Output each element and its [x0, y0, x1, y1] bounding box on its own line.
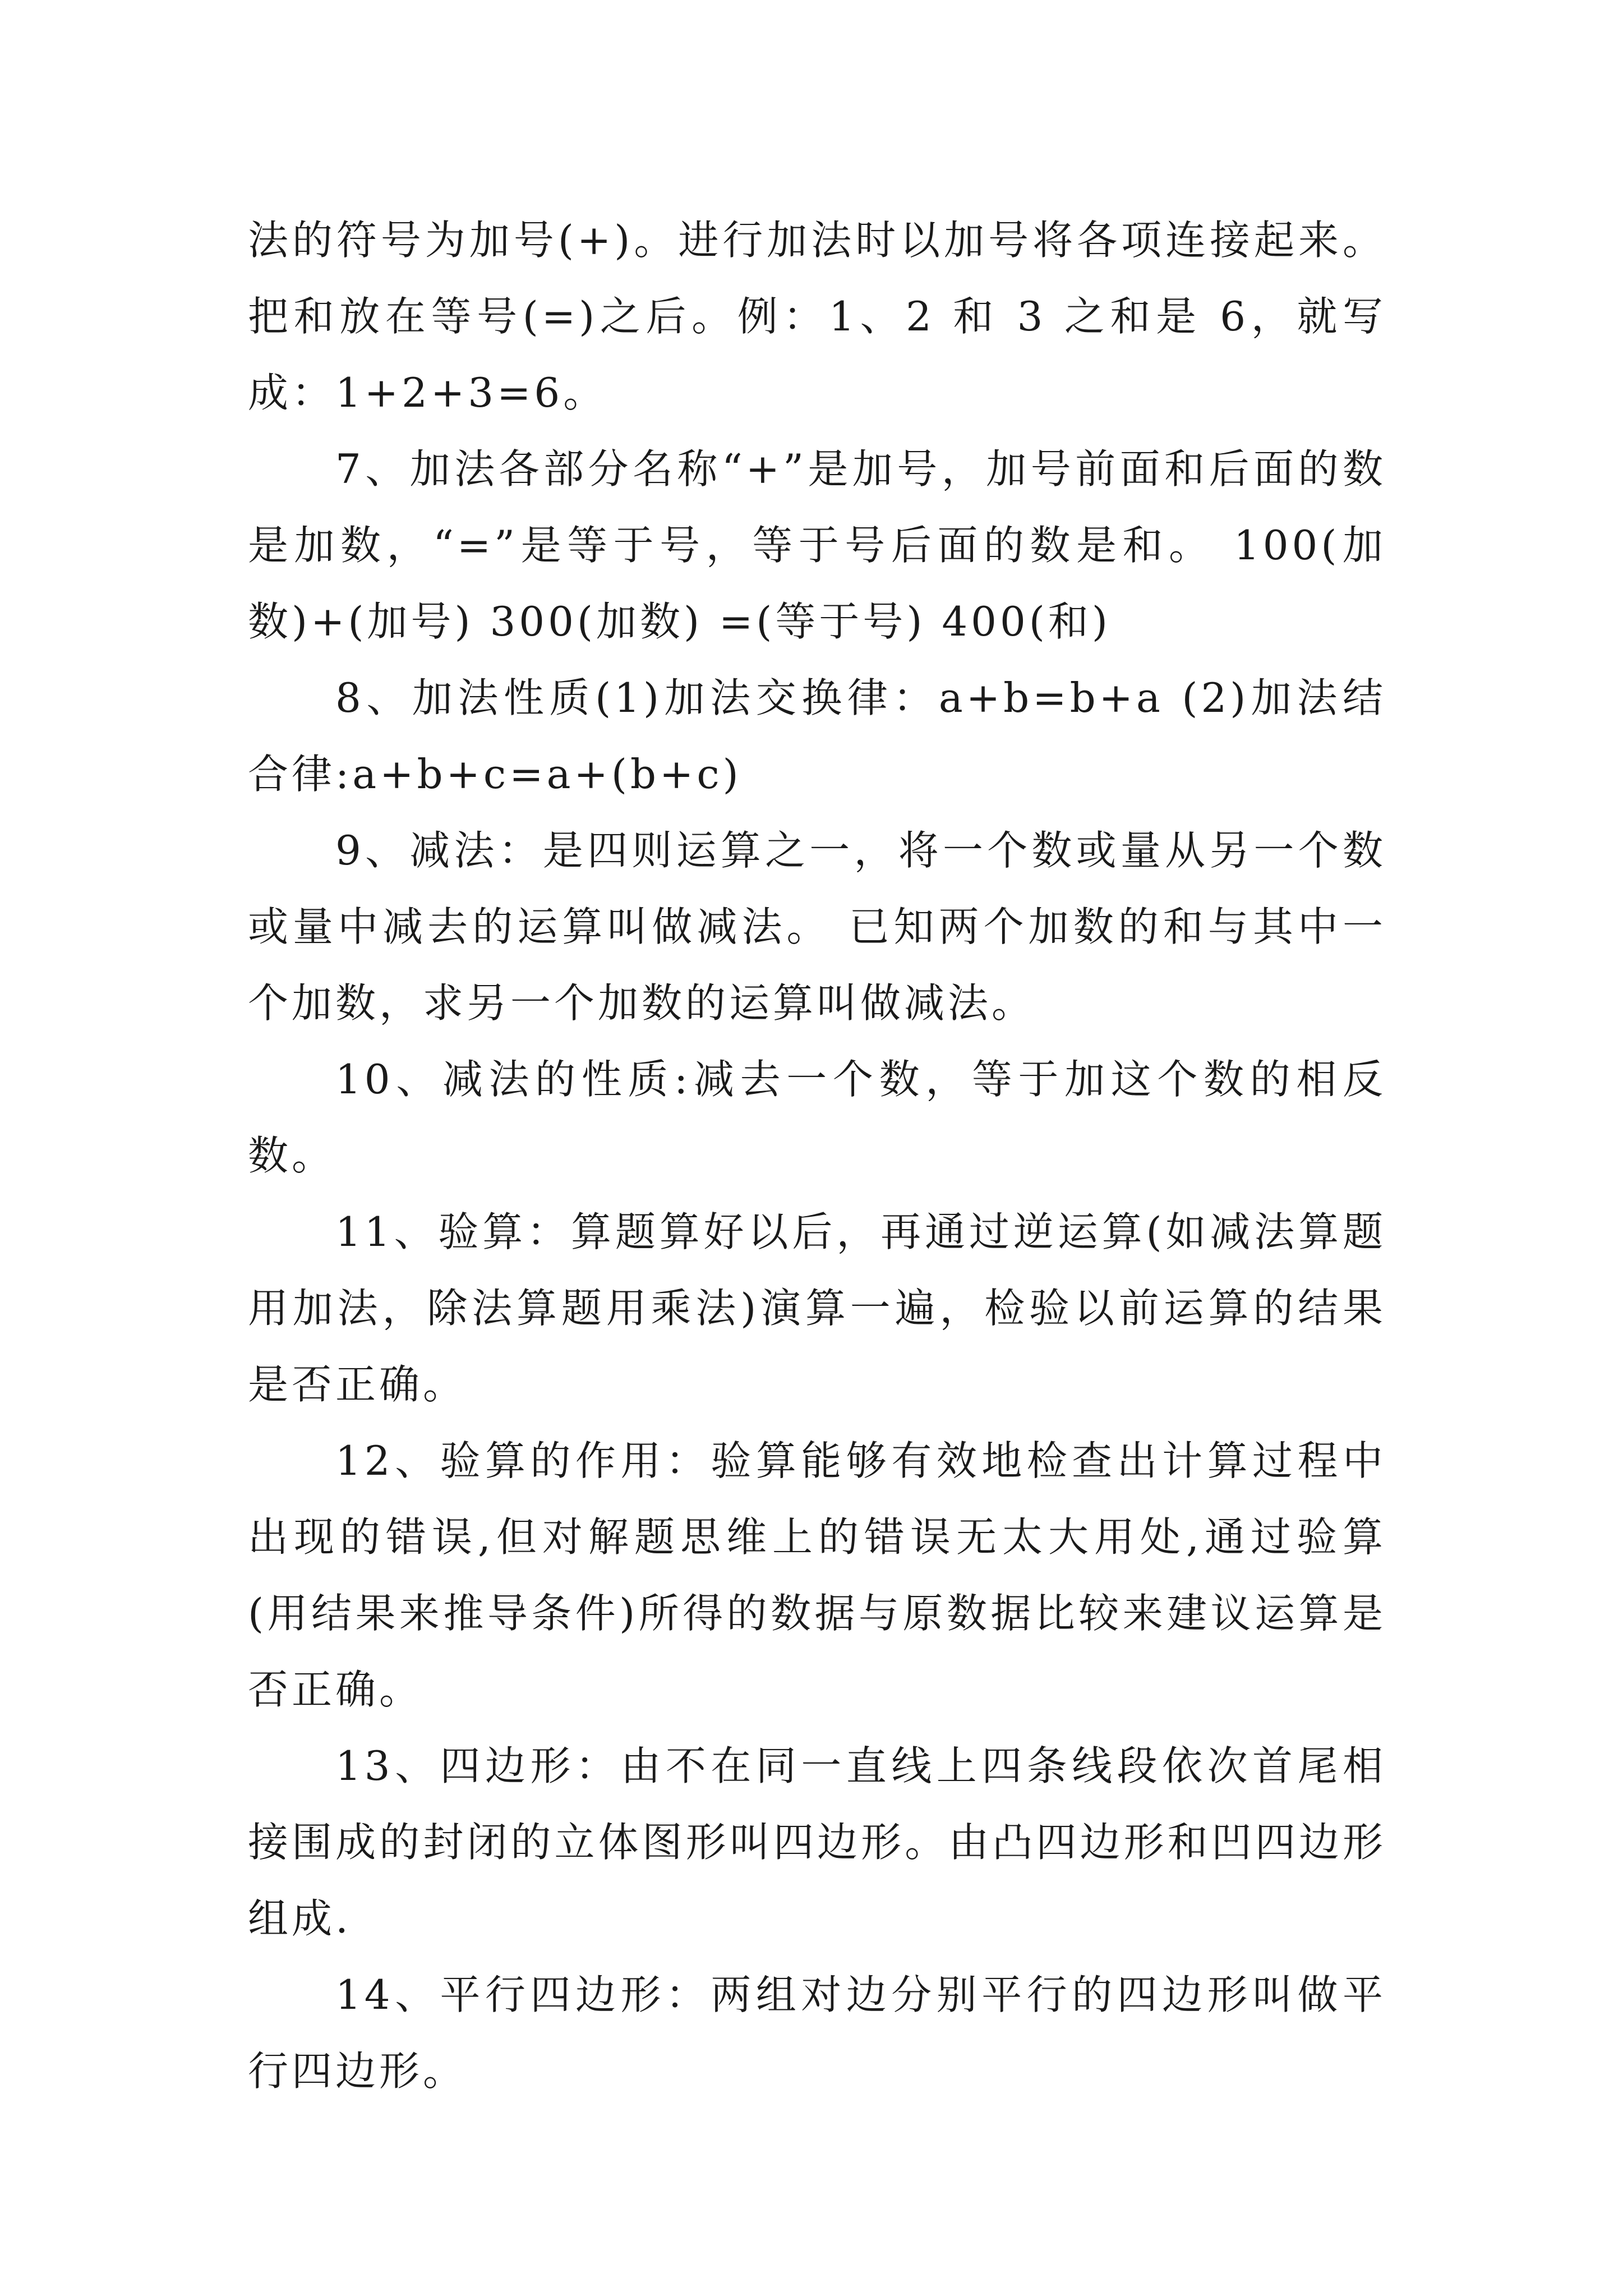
paragraph-9-subtraction: 9、减法：是四则运算之一，将一个数或量从另一个数或量中减去的运算叫做减法。 已知两个加数的和与其中一个加数，求另一个加数的运算叫做减法。	[248, 827, 1386, 1027]
paragraph-11-verification: 11、验算：算题算好以后，再通过逆运算(如减法算题用加法，除法算题用乘法)演算一遍，检验以前运算的结果是否正确。	[248, 1208, 1386, 1408]
paragraph-8-addition-properties: 8、加法性质(1)加法交换律：a+b=b+a (2)加法结合律:a+b+c=a+(b+c)	[248, 674, 1386, 798]
paragraph-13-quadrilateral: 13、四边形：由不在同一直线上四条线段依次首尾相接围成的封闭的立体图形叫四边形。由凸四边形和凹四边形组成.	[248, 1742, 1386, 1942]
paragraph-14-parallelogram: 14、平行四边形：两组对边分别平行的四边形叫做平行四边形。	[248, 1971, 1386, 2095]
document-body	[248, 202, 1386, 2109]
paragraph-7-addition-parts: 7、加法各部分名称“+”是加号，加号前面和后面的数是加数，“=”是等于号，等于号后面的数是和。 100(加数)+(加号) 300(加数) =(等于号) 400(和)	[248, 445, 1386, 645]
paragraph-10-subtraction-properties: 10、减法的性质:减去一个数，等于加这个数的相反数。	[248, 1056, 1386, 1179]
paragraph-12-verification-purpose: 12、验算的作用：验算能够有效地检查出计算过程中出现的错误,但对解题思维上的错误无太大用处,通过验算(用结果来推导条件)所得的数据与原数据比较来建议运算是否正确。	[248, 1437, 1386, 1713]
paragraph-addition-symbol: 法的符号为加号(+)。进行加法时以加号将各项连接起来。把和放在等号(=)之后。例：1、2 和 3 之和是 6，就写成：1+2+3=6。	[248, 217, 1386, 416]
